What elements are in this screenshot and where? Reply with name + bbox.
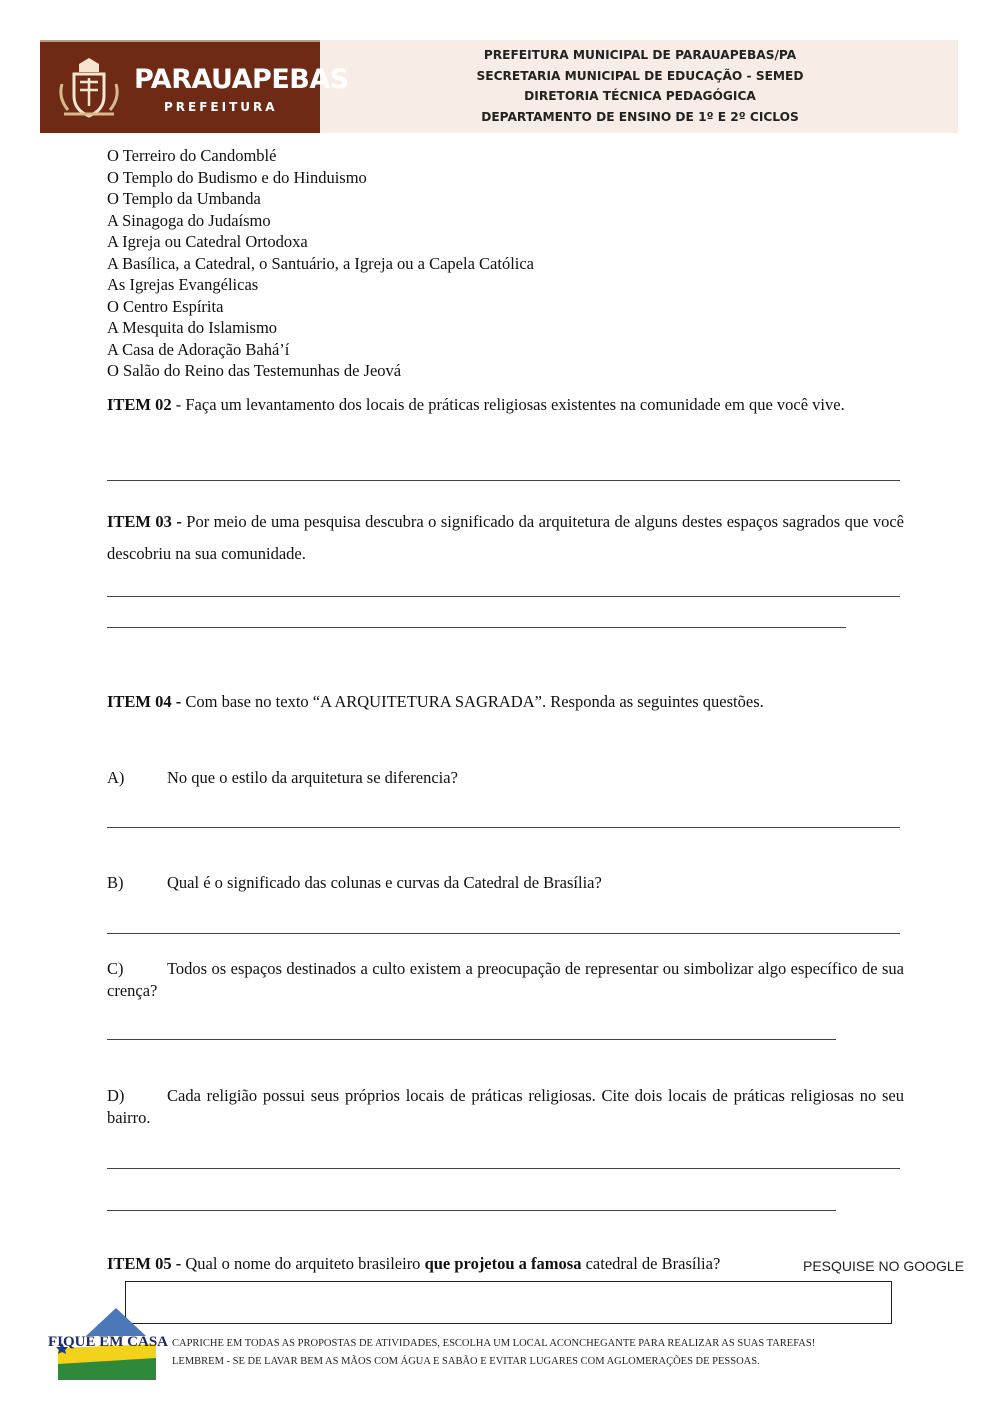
footer-line-1: CAPRICHE EM TODAS AS PROPOSTAS DE ATIVIDADES, ESCOLHA UM LOCAL ACONCHEGANTE PARA REALIZAR AS SUAS TAREFAS! <box>172 1338 816 1349</box>
list-item: O Templo do Budismo e do Hinduismo <box>107 167 367 187</box>
item-05 <box>107 1248 807 1280</box>
question-letter: C) <box>107 959 124 978</box>
item-04-label: ITEM 04 - <box>107 692 182 711</box>
item-02-label: ITEM 02 <box>107 395 172 414</box>
question-d <box>107 1085 904 1129</box>
answer-line[interactable] <box>107 1039 836 1040</box>
footer-line-2: LEMBREM - SE DE LAVAR BEM AS MÃOS COM ÁGUA E SABÃO E EVITAR LUGARES COM AGLOMERAÇÕES DE PESSOAS. <box>172 1356 760 1367</box>
list-item: A Sinagoga do Judaísmo <box>107 210 271 230</box>
document-header <box>40 40 958 133</box>
question-text: Qual é o significado das colunas e curvas da Catedral de Brasília? <box>167 873 602 892</box>
question-text: No que o estilo da arquitetura se diferencia? <box>167 768 458 787</box>
answer-box[interactable] <box>125 1281 892 1324</box>
item-02-text: - Faça um levantamento dos locais de práticas religiosas existentes na comunidade em que você vive. <box>171 395 845 414</box>
answer-line[interactable] <box>107 627 846 628</box>
logo-title: PARAUAPEBAS <box>134 64 349 95</box>
search-hint: PESQUISE NO GOOGLE <box>803 1258 965 1274</box>
item-02 <box>107 389 904 421</box>
answer-line[interactable] <box>107 480 900 481</box>
item-04-text: Com base no texto “A ARQUITETURA SAGRADA”. Responda as seguintes questões. <box>181 692 764 711</box>
coat-of-arms-icon <box>54 54 124 124</box>
header-line: PREFEITURA MUNICIPAL DE PARAUAPEBAS/PA <box>483 48 797 62</box>
list-item: O Templo da Umbanda <box>107 189 261 208</box>
list-item: As Igrejas Evangélicas <box>107 275 259 294</box>
question-text: Cada religião possui seus próprios locais de práticas religiosas. Cite dois locais de práticas religiosas no seu bairro. <box>107 1086 904 1127</box>
question-a <box>107 767 904 789</box>
prefeitura-logo <box>40 40 349 133</box>
item-03 <box>107 506 904 570</box>
item-05-text: Qual o nome do arquiteto brasileiro <box>181 1254 425 1273</box>
list-item: A Mesquita do Islamismo <box>107 318 278 337</box>
list-item: O Centro Espírita <box>107 296 224 316</box>
item-03-text: Por meio de uma pesquisa descubra o significado da arquitetura de alguns destes espaços sagrados que você descobriu na sua comunidade. <box>107 512 905 563</box>
item-05-label: ITEM 05 - <box>107 1254 182 1273</box>
item-05-text-end: catedral de Brasília? <box>581 1254 721 1273</box>
header-line: SECRETARIA MUNICIPAL DE EDUCAÇÃO - SEMED <box>476 68 804 83</box>
answer-line[interactable] <box>107 596 900 597</box>
header-line: DIRETORIA TÉCNICA PEDAGÓGICA <box>524 89 756 103</box>
item-04 <box>107 686 904 718</box>
answer-line[interactable] <box>107 827 900 828</box>
logo-subtitle: PREFEITURA <box>164 100 278 114</box>
fique-em-casa-title: FIQUE EM CASA <box>48 1334 169 1350</box>
question-letter: B) <box>107 873 124 892</box>
header-institution-lines <box>420 45 860 127</box>
question-text: Todos os espaços destinados a culto existem a preocupação de representar ou simbolizar algo específico de sua crença? <box>107 959 904 1000</box>
question-c <box>107 958 904 1002</box>
religious-places-list <box>107 145 534 382</box>
question-letter: A) <box>107 768 125 787</box>
item-03-label: ITEM 03 - <box>107 512 182 531</box>
item-05-bold-text: que projetou a famosa <box>424 1254 582 1273</box>
list-item: A Basílica, a Catedral, o Santuário, a Igreja ou a Capela Católica <box>107 253 535 273</box>
answer-line[interactable] <box>107 933 900 934</box>
question-letter: D) <box>107 1086 125 1105</box>
list-item: A Casa de Adoração Bahá’í <box>107 339 290 359</box>
list-item: O Salão do Reino das Testemunhas de Jeová <box>107 361 402 380</box>
answer-line[interactable] <box>107 1210 836 1211</box>
question-b <box>107 872 904 894</box>
list-item: A Igreja ou Catedral Ortodoxa <box>107 232 308 251</box>
header-line: DEPARTAMENTO DE ENSINO DE 1º E 2º CICLOS <box>481 109 799 124</box>
answer-line[interactable] <box>107 1168 900 1169</box>
list-item: O Terreiro do Candomblé <box>107 146 277 165</box>
